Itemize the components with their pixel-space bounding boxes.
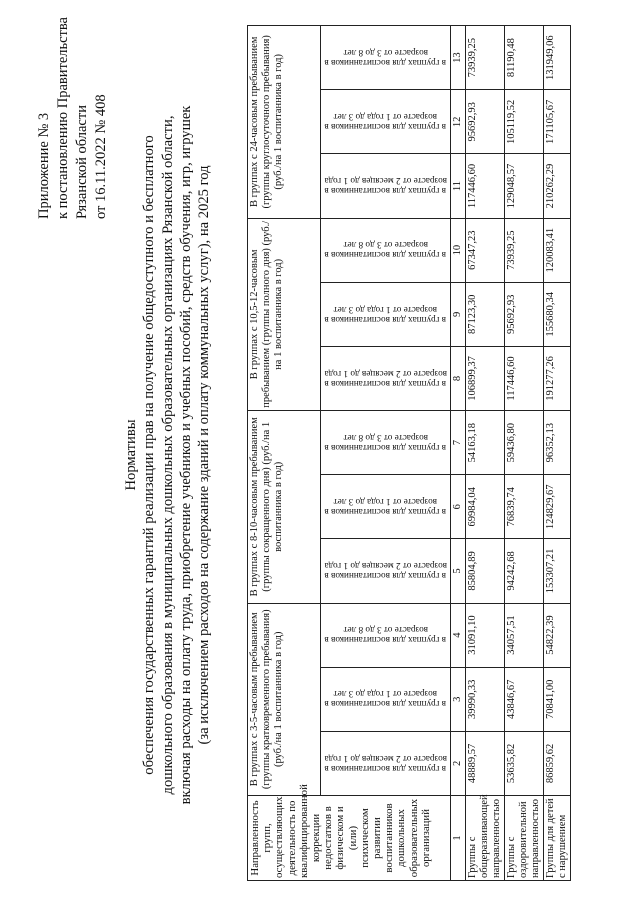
age-group-header bbox=[321, 411, 451, 475]
column-number: 4 bbox=[451, 603, 466, 667]
document-heading bbox=[122, 45, 213, 865]
row-label: Группы для детей с нарушением bbox=[544, 796, 571, 881]
age-group-label: в группах для воспитанников в возрасте от 1 года до 3 лет bbox=[324, 111, 447, 133]
column-number: 8 bbox=[451, 346, 466, 410]
age-group-header bbox=[321, 731, 451, 795]
column-number: 11 bbox=[451, 154, 466, 218]
norms-table bbox=[247, 25, 571, 881]
age-group-label: в группах для воспитанников в возрасте от 2 месяцев до 1 года bbox=[324, 368, 447, 389]
norm-value: 70841,00 bbox=[544, 667, 571, 731]
group-header-row bbox=[248, 26, 321, 881]
norm-value: 95692,93 bbox=[505, 282, 544, 346]
age-group-header bbox=[321, 603, 451, 667]
age-group-header bbox=[321, 667, 451, 731]
column-number: 6 bbox=[451, 475, 466, 539]
norm-value: 59436,80 bbox=[505, 411, 544, 475]
age-group-label: в группах для воспитанников в возрасте от 3 до 8 лет bbox=[324, 625, 447, 646]
age-group-header bbox=[321, 26, 451, 90]
table-row bbox=[466, 26, 505, 881]
heading-line: (за исключением расходов на содержание зданий и оплату коммунальных услуг), на 2025 год bbox=[196, 165, 213, 745]
norm-value: 69984,04 bbox=[466, 475, 505, 539]
group-header: В группах с 8-10-часовым пребыванием (группы сокращенного дня) (руб./на 1 воспитанника в год) bbox=[248, 411, 321, 603]
age-group-label: в группах для воспитанников в возрасте от 3 до 8 лет bbox=[324, 432, 447, 453]
norm-value: 73939,25 bbox=[466, 26, 505, 90]
age-header-row bbox=[321, 26, 451, 881]
age-group-header bbox=[321, 90, 451, 154]
norm-value: 85804,89 bbox=[466, 539, 505, 603]
direction-header: Направленность групп, осуществляющих деятельность по квалифицированной коррекции недостатков в физическом и (или) психическом развитии воспитанников дошкольных образовательных организаций bbox=[248, 796, 451, 881]
column-number: 9 bbox=[451, 282, 466, 346]
row-label: Группы с общеразвивающей направленностью bbox=[466, 796, 505, 881]
column-number: 2 bbox=[451, 731, 466, 795]
norm-value: 117446,60 bbox=[466, 154, 505, 218]
norm-value: 171105,67 bbox=[544, 90, 571, 154]
norm-value: 31091,10 bbox=[466, 603, 505, 667]
norm-value: 54822,39 bbox=[544, 603, 571, 667]
table-row bbox=[505, 26, 544, 881]
norm-value: 87123,30 bbox=[466, 282, 505, 346]
norm-value: 94242,68 bbox=[505, 539, 544, 603]
heading-line: обеспечения государственных гарантий реализации прав на получение общедоступного и бесплатного bbox=[141, 135, 158, 775]
norm-value: 96352,13 bbox=[544, 411, 571, 475]
group-header: В группах с 3-5-часовым пребыванием (группы кратковременного пребывания) (руб./на 1 воспитанника в год) bbox=[248, 603, 321, 795]
age-group-label: в группах для воспитанников в возрасте от 1 года до 3 лет bbox=[324, 689, 447, 710]
norm-value: 153307,21 bbox=[544, 539, 571, 603]
norm-value: 120083,41 bbox=[544, 218, 571, 282]
age-group-label: в группах для воспитанников в возрасте от 1 года до 3 лет bbox=[324, 304, 447, 325]
age-group-header bbox=[321, 539, 451, 603]
norm-value: 95692,93 bbox=[466, 90, 505, 154]
appendix-date: от 16.11.2022 № 408 bbox=[93, 94, 109, 219]
norm-value: 129048,57 bbox=[505, 154, 544, 218]
age-group-label: в группах для воспитанников в возрасте от 3 до 8 лет bbox=[324, 47, 447, 68]
group-header: В группах с 10,5-12-часовым пребыванием (группы полного дня) (руб./на 1 воспитанника в год) bbox=[248, 218, 321, 410]
norm-value: 155680,34 bbox=[544, 282, 571, 346]
norm-value: 73939,25 bbox=[505, 218, 544, 282]
heading-line: включая расходы на оплату труда, приобретение учебников и учебных пособий, средств обучения, игр, игрушек bbox=[177, 105, 194, 805]
column-number-row bbox=[451, 26, 466, 881]
norm-value: 117446,60 bbox=[505, 346, 544, 410]
column-number: 3 bbox=[451, 667, 466, 731]
appendix-region: Рязанской области bbox=[74, 105, 90, 219]
column-number: 5 bbox=[451, 539, 466, 603]
age-group-label: в группах для воспитанников в возрасте от 2 месяцев до 1 года bbox=[324, 176, 447, 197]
age-group-header bbox=[321, 346, 451, 410]
norm-value: 53635,82 bbox=[505, 731, 544, 795]
norm-value: 124829,67 bbox=[544, 475, 571, 539]
column-number: 1 bbox=[451, 796, 466, 881]
column-number: 13 bbox=[451, 26, 466, 90]
norm-value: 48889,57 bbox=[466, 731, 505, 795]
column-number: 10 bbox=[451, 218, 466, 282]
norm-value: 131949,06 bbox=[544, 26, 571, 90]
norm-value: 34057,51 bbox=[505, 603, 544, 667]
group-header: В группах с 24-часовым пребыванием (группы круглосуточного пребывания) (руб./на 1 воспитанника в год) bbox=[248, 26, 321, 219]
norm-value: 76839,74 bbox=[505, 475, 544, 539]
norm-value: 106899,37 bbox=[466, 346, 505, 410]
age-group-header bbox=[321, 154, 451, 218]
column-number: 12 bbox=[451, 90, 466, 154]
table-row bbox=[544, 26, 571, 881]
norm-value: 191277,26 bbox=[544, 346, 571, 410]
appendix-number: Приложение № 3 bbox=[36, 112, 52, 219]
age-group-header bbox=[321, 475, 451, 539]
norm-value: 86859,62 bbox=[544, 731, 571, 795]
row-label: Группы с оздоровительной направленностью bbox=[505, 796, 544, 881]
age-group-label: в группах для воспитанников в возрасте от 1 года до 3 лет bbox=[324, 496, 447, 517]
norm-value: 43846,67 bbox=[505, 667, 544, 731]
age-group-label: в группах для воспитанников в возрасте от 2 месяцев до 1 года bbox=[324, 753, 447, 774]
norm-value: 54163,18 bbox=[466, 411, 505, 475]
age-group-label: в группах для воспитанников в возрасте от 3 до 8 лет bbox=[324, 240, 447, 261]
age-group-label: в группах для воспитанников в возрасте от 2 месяцев до 1 года bbox=[324, 560, 447, 582]
norm-value: 67347,23 bbox=[466, 218, 505, 282]
norm-value: 105119,52 bbox=[505, 90, 544, 154]
appendix-note bbox=[35, 17, 111, 219]
norm-value: 81190,48 bbox=[505, 26, 544, 90]
norm-value: 210262,29 bbox=[544, 154, 571, 218]
table-body bbox=[466, 26, 571, 881]
column-number: 7 bbox=[451, 411, 466, 475]
heading-line: дошкольного образования в муниципальных дошкольных образовательных организациях Рязанской области, bbox=[159, 115, 176, 795]
age-group-header bbox=[321, 218, 451, 282]
norm-value: 39990,33 bbox=[466, 667, 505, 731]
age-group-header bbox=[321, 282, 451, 346]
appendix-reference: к постановлению Правительства bbox=[55, 17, 71, 219]
document-title: Нормативы bbox=[123, 419, 139, 491]
